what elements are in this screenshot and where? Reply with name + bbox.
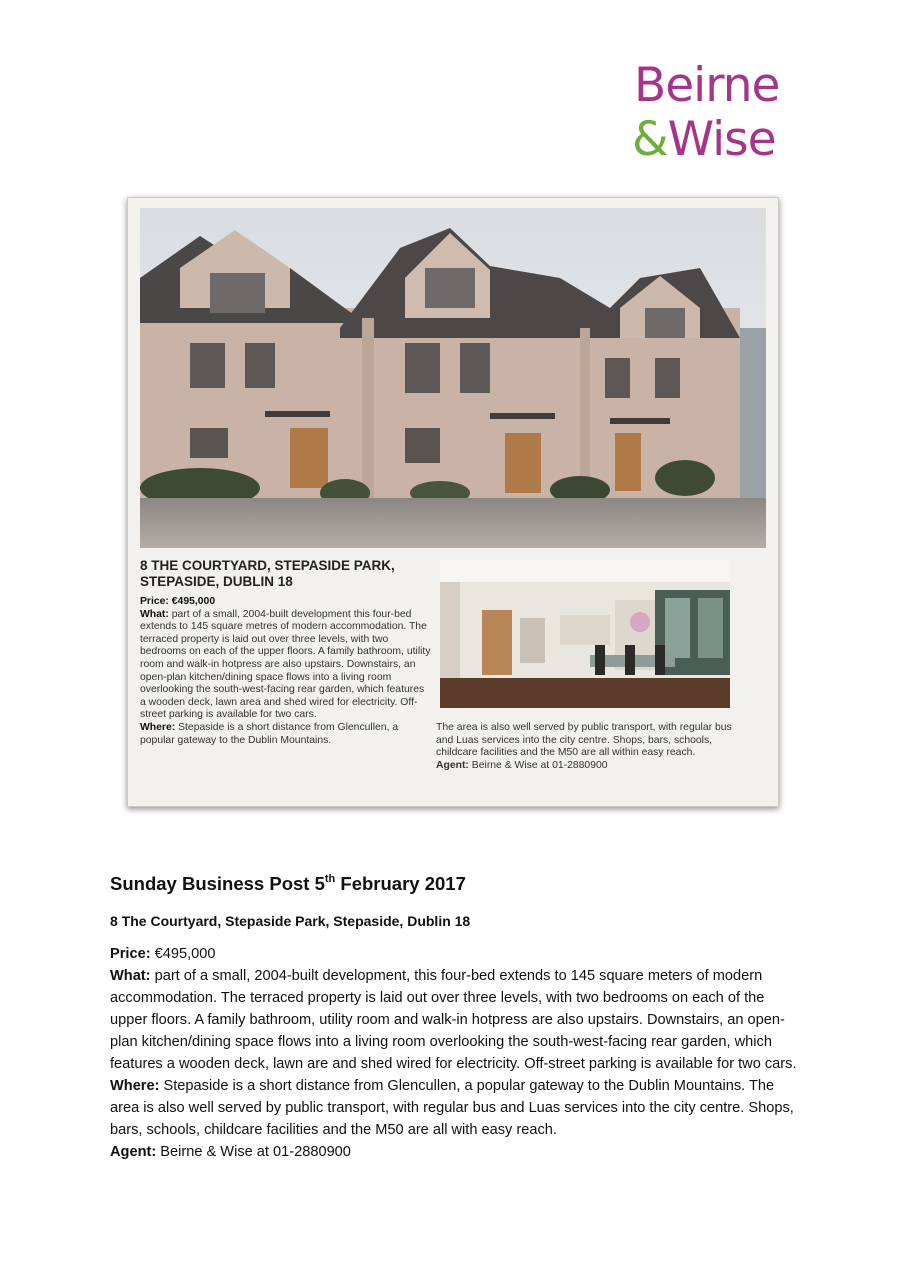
interior-photo: [440, 560, 730, 708]
house-exterior-illustration: [140, 208, 766, 548]
house-exterior-photo: [140, 208, 766, 548]
agent-text: Beirne & Wise at 01-2880900: [156, 1144, 351, 1160]
agent-line: [110, 1141, 800, 1163]
clipping-price: €495,000: [171, 596, 216, 607]
article: [110, 864, 800, 1163]
price-line: [110, 943, 800, 965]
where-paragraph: [110, 1075, 800, 1141]
beirne-wise-logo: [632, 58, 792, 168]
clipping-agent: Beirne & Wise at 01-2880900: [471, 759, 608, 771]
clipping-where: Stepaside is a short distance from Glencullen, a popular gateway to the Dublin Mountains.: [140, 721, 399, 746]
what-label: What:: [110, 968, 151, 984]
clipping-area-text: The area is also well served by public transport, with regular bus and Luas services into the city centre. Shops, bars, schools, childcare facilities and the M50 are all within easy reach.: [436, 722, 732, 759]
clipping-agent-label: Agent:: [436, 759, 469, 771]
clipping-body: [140, 596, 432, 747]
clipping-what: part of a small, 2004-built development this four-bed extends to 145 square metres of modern accommodation. The terraced property is laid out over three levels, with two bedrooms on each of the upper floors. A family bathroom, utility room and walk-in hotpress are also upstairs. Downstairs, an open-plan kitchen/dining space flows into a living room overlooking the south-west-facing rear garden, which features a wooden deck, lawn area and shed wired for electricity. Off-street parking is available for two cars.: [140, 608, 431, 721]
logo-wise: Wise: [667, 112, 776, 167]
article-headline: [110, 864, 800, 899]
article-body: [110, 943, 800, 1163]
newspaper-clipping: [127, 197, 779, 807]
interior-illustration: [440, 560, 730, 708]
clipping-where-label: Where:: [140, 721, 176, 733]
property-address: 8 The Courtyard, Stepaside Park, Stepaside, Dublin 18: [110, 913, 471, 929]
where-label: Where:: [110, 1078, 160, 1094]
logo-line-2: [632, 112, 776, 167]
clipping-headline: 8 THE COURTYARD, STEPASIDE PARK, STEPASIDE, DUBLIN 18: [140, 558, 395, 589]
clipping-price-label: Price:: [140, 596, 169, 607]
what-text: part of a small, 2004-built development, this four-bed extends to 145 square meters of modern accommodation. The terraced property is laid out over three levels, with two bedrooms on each of the upper floors. A family bathroom, utility room and walk-in hotpress are also upstairs. Downstairs, an open-plan kitchen/dining space flows into a living room overlooking the south-west-facing rear garden, which features a wooden deck, lawn are and shed wired for electricity. Off-street parking is available for two cars.: [110, 968, 797, 1072]
headline-sup: th: [324, 873, 336, 885]
where-text: Stepaside is a short distance from Glencullen, a popular gateway to the Dublin Mountains. The area is also well served by public transport, with regular bus and Luas services into the city centre. Shops, bars, schools, childcare facilities and the M50 are all with easy reach.: [110, 1078, 794, 1138]
what-paragraph: [110, 965, 800, 1075]
agent-label: Agent:: [110, 1144, 157, 1160]
logo-ampersand: &: [632, 112, 668, 167]
price-value: €495,000: [150, 946, 216, 962]
headline-post: February 2017: [335, 873, 466, 894]
headline-pre: Sunday Business Post 5: [110, 873, 325, 894]
clipping-what-label: What:: [140, 608, 169, 620]
logo-line-1: Beirne: [634, 58, 780, 113]
clipping-right-text: [436, 722, 736, 772]
price-label: Price:: [110, 946, 151, 962]
